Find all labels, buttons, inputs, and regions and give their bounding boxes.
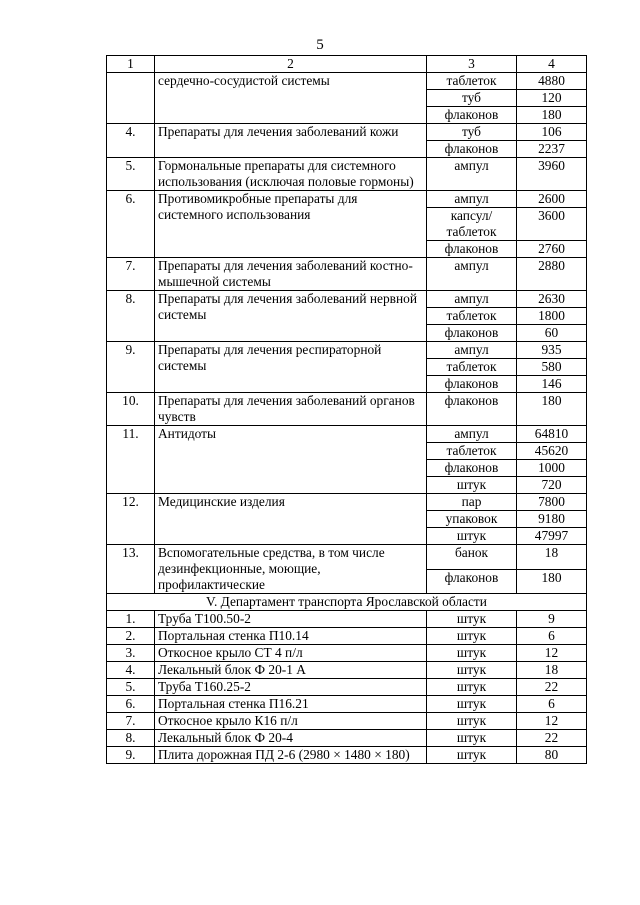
unit-cell: банок — [427, 545, 517, 570]
item-name: Препараты для лечения заболеваний органов чувств — [155, 393, 427, 426]
table-row — [107, 158, 587, 191]
quantity-cell: 580 — [517, 359, 587, 376]
item-name: Портальная стенка П10.14 — [155, 628, 427, 645]
item-name: Антидоты — [155, 426, 427, 494]
quantity-cell: 1800 — [517, 308, 587, 325]
quantity-cell: 3600 — [517, 208, 587, 241]
row-number: 8. — [107, 730, 155, 747]
quantity-cell: 22 — [517, 730, 587, 747]
table-row — [107, 124, 587, 141]
quantity-cell: 106 — [517, 124, 587, 141]
row-number: 3. — [107, 645, 155, 662]
table-row — [107, 713, 587, 730]
quantity-cell: 180 — [517, 569, 587, 594]
row-number: 10. — [107, 393, 155, 426]
unit-cell: флаконов — [427, 241, 517, 258]
item-name: Препараты для лечения заболеваний нервной системы — [155, 291, 427, 342]
row-number: 7. — [107, 258, 155, 291]
quantity-cell: 720 — [517, 477, 587, 494]
quantity-cell: 7800 — [517, 494, 587, 511]
unit-cell: флаконов — [427, 376, 517, 393]
quantity-cell: 12 — [517, 645, 587, 662]
quantity-cell: 120 — [517, 90, 587, 107]
row-number: 13. — [107, 545, 155, 594]
row-number: 4. — [107, 124, 155, 158]
quantity-cell: 2630 — [517, 291, 587, 308]
quantity-cell: 2880 — [517, 258, 587, 291]
item-name: Препараты для лечения респираторной системы — [155, 342, 427, 393]
quantity-cell: 6 — [517, 628, 587, 645]
quantity-cell: 180 — [517, 107, 587, 124]
inventory-table — [106, 55, 587, 764]
item-name: Противомикробные препараты для системного использования — [155, 191, 427, 258]
table-row — [107, 191, 587, 208]
unit-cell: упаковок — [427, 511, 517, 528]
item-name: Лекальный блок Ф 20-1 А — [155, 662, 427, 679]
row-number: 8. — [107, 291, 155, 342]
table-row — [107, 645, 587, 662]
quantity-cell: 2760 — [517, 241, 587, 258]
unit-cell: таблеток — [427, 73, 517, 90]
unit-cell: туб — [427, 124, 517, 141]
item-name: Вспомогательные средства, в том числе дезинфекционные, моющие, профилактические — [155, 545, 427, 594]
unit-cell: флаконов — [427, 141, 517, 158]
row-number: 9. — [107, 342, 155, 393]
unit-cell: ампул — [427, 291, 517, 308]
header-cell: 2 — [155, 56, 427, 73]
unit-cell: ампул — [427, 342, 517, 359]
quantity-cell: 18 — [517, 545, 587, 570]
row-number: 6. — [107, 696, 155, 713]
item-name: Медицинские изделия — [155, 494, 427, 545]
table-row — [107, 730, 587, 747]
page-number: 5 — [316, 37, 324, 53]
item-name: Труба Т160.25-2 — [155, 679, 427, 696]
unit-cell: штук — [427, 528, 517, 545]
item-name: сердечно-сосудистой системы — [155, 73, 427, 124]
unit-cell: ампул — [427, 158, 517, 191]
quantity-cell: 2600 — [517, 191, 587, 208]
table-row — [107, 662, 587, 679]
table-row — [107, 679, 587, 696]
quantity-cell: 1000 — [517, 460, 587, 477]
quantity-cell: 146 — [517, 376, 587, 393]
table-row — [107, 258, 587, 291]
unit-cell: таблеток — [427, 308, 517, 325]
header-row — [107, 56, 587, 73]
item-name: Гормональные препараты для системного использования (исключая половые гормоны) — [155, 158, 427, 191]
unit-cell: таблеток — [427, 359, 517, 376]
unit-cell: штук — [427, 696, 517, 713]
unit-cell: флаконов — [427, 107, 517, 124]
unit-cell: пар — [427, 494, 517, 511]
quantity-cell: 64810 — [517, 426, 587, 443]
item-name: Портальная стенка П16.21 — [155, 696, 427, 713]
section-title: V. Департамент транспорта Ярославской области — [107, 594, 587, 611]
table-row — [107, 747, 587, 764]
unit-cell: флаконов — [427, 325, 517, 342]
item-name: Плита дорожная ПД 2-6 (2980 × 1480 × 180) — [155, 747, 427, 764]
row-number: 2. — [107, 628, 155, 645]
quantity-cell: 2237 — [517, 141, 587, 158]
item-name: Препараты для лечения заболеваний кожи — [155, 124, 427, 158]
row-number: 7. — [107, 713, 155, 730]
table-row — [107, 628, 587, 645]
quantity-cell: 9180 — [517, 511, 587, 528]
unit-cell: штук — [427, 662, 517, 679]
quantity-cell: 935 — [517, 342, 587, 359]
row-number: 9. — [107, 747, 155, 764]
unit-cell: штук — [427, 713, 517, 730]
quantity-cell: 9 — [517, 611, 587, 628]
row-number: 6. — [107, 191, 155, 258]
quantity-cell: 60 — [517, 325, 587, 342]
unit-cell: флаконов — [427, 569, 517, 594]
unit-cell: таблеток — [427, 443, 517, 460]
item-name: Лекальный блок Ф 20-4 — [155, 730, 427, 747]
unit-cell: флаконов — [427, 393, 517, 426]
quantity-cell: 180 — [517, 393, 587, 426]
unit-cell: капсул/ таблеток — [427, 208, 517, 241]
unit-cell: ампул — [427, 258, 517, 291]
table-row — [107, 291, 587, 308]
table-row — [107, 73, 587, 90]
unit-cell: штук — [427, 679, 517, 696]
table-row — [107, 545, 587, 570]
item-name: Откосное крыло СТ 4 п/л — [155, 645, 427, 662]
row-number: 12. — [107, 494, 155, 545]
table-row — [107, 426, 587, 443]
row-number: 1. — [107, 611, 155, 628]
row-number: 11. — [107, 426, 155, 494]
header-cell: 4 — [517, 56, 587, 73]
table-row — [107, 611, 587, 628]
item-name: Препараты для лечения заболеваний костно-мышечной системы — [155, 258, 427, 291]
table-row — [107, 696, 587, 713]
section-row — [107, 594, 587, 611]
quantity-cell: 80 — [517, 747, 587, 764]
quantity-cell: 45620 — [517, 443, 587, 460]
unit-cell: штук — [427, 747, 517, 764]
header-cell: 1 — [107, 56, 155, 73]
table-row — [107, 342, 587, 359]
quantity-cell: 18 — [517, 662, 587, 679]
row-number — [107, 73, 155, 124]
quantity-cell: 12 — [517, 713, 587, 730]
quantity-cell: 47997 — [517, 528, 587, 545]
quantity-cell: 4880 — [517, 73, 587, 90]
unit-cell: туб — [427, 90, 517, 107]
header-cell: 3 — [427, 56, 517, 73]
item-name: Откосное крыло К16 п/л — [155, 713, 427, 730]
unit-cell: штук — [427, 730, 517, 747]
quantity-cell: 22 — [517, 679, 587, 696]
unit-cell: флаконов — [427, 460, 517, 477]
unit-cell: штук — [427, 628, 517, 645]
table-row — [107, 494, 587, 511]
unit-cell: штук — [427, 645, 517, 662]
item-name: Труба Т100.50-2 — [155, 611, 427, 628]
unit-cell: штук — [427, 477, 517, 494]
row-number: 5. — [107, 679, 155, 696]
row-number: 5. — [107, 158, 155, 191]
row-number: 4. — [107, 662, 155, 679]
unit-cell: ампул — [427, 191, 517, 208]
quantity-cell: 3960 — [517, 158, 587, 191]
unit-cell: штук — [427, 611, 517, 628]
quantity-cell: 6 — [517, 696, 587, 713]
table-row — [107, 393, 587, 426]
unit-cell: ампул — [427, 426, 517, 443]
